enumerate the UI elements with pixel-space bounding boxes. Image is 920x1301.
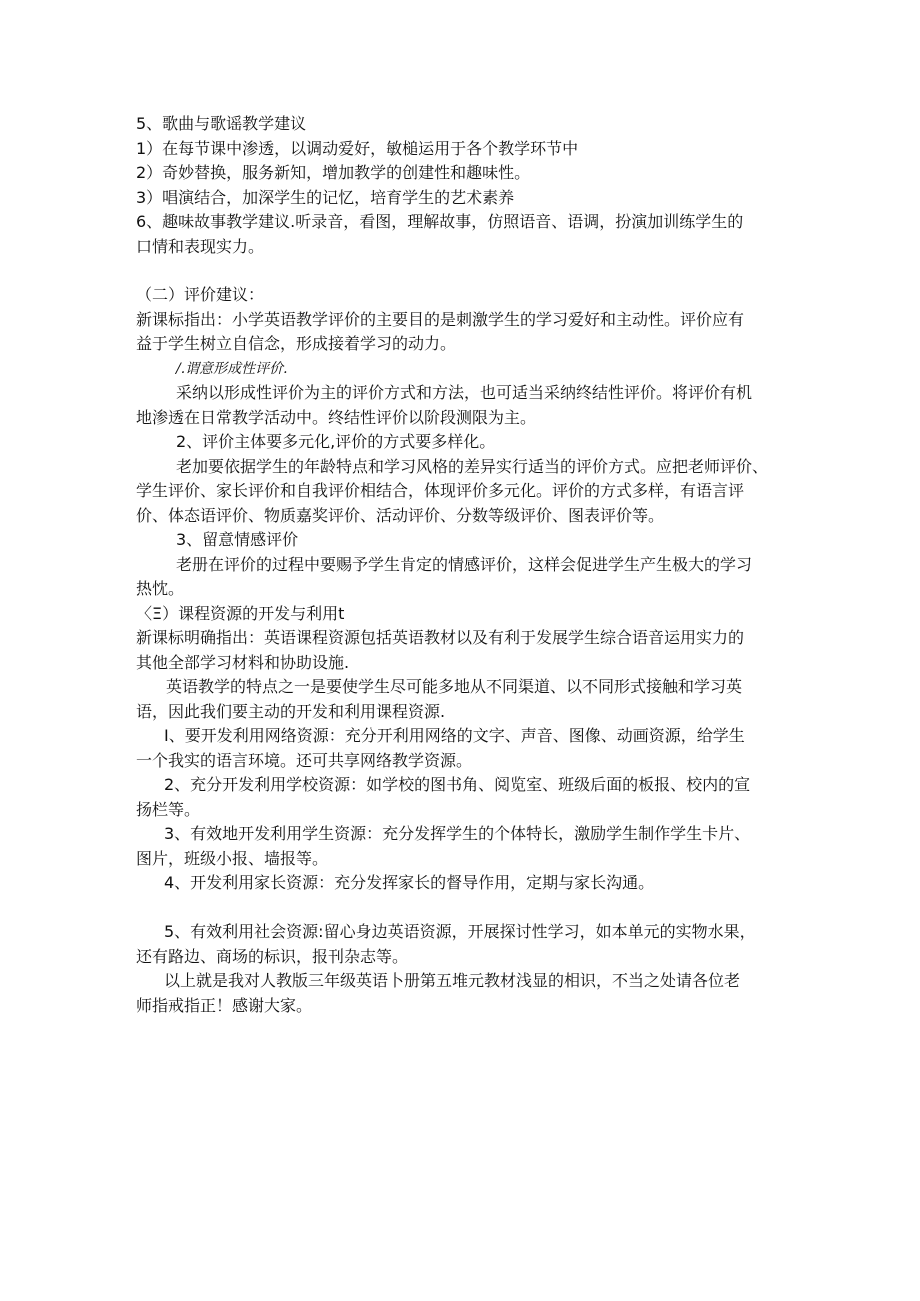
spacer bbox=[136, 896, 786, 921]
paragraph-line: 学生评价、家长评价和自我评价相结合，体现评价多元化。评价的方式多样，有语言评 bbox=[136, 481, 745, 500]
list-item: 1）在每节课中渗透，以调动爱好，敏槌运用于各个教学环节中 bbox=[136, 138, 579, 158]
paragraph-line: 还有路边、商场的标识，报刊杂志等。 bbox=[136, 946, 409, 966]
list-item-society: 5、有效利用社会资源:留心身边英语资源，开展探讨性学习，如本单元的实物水果， bbox=[164, 922, 756, 941]
closing-paragraph-line: 以上就是我对人教版三年级英语卜册第五堆元教材浅显的相识，不当之处请各位老 bbox=[164, 971, 741, 990]
subheading-emotional: 3、留意情感评价 bbox=[176, 530, 299, 549]
paragraph-line: 老册在评价的过程中要赐予学生肯定的情感评价，这样会促进学生产生极大的学习 bbox=[176, 554, 753, 574]
list-item-school: 2、充分开发利用学校资源：如学校的图书角、阅览室、班级后面的板报、校内的宣 bbox=[164, 775, 751, 794]
list-item-parents: 4、开发利用家长资源：充分发挥家长的督导作用，定期与家长沟通。 bbox=[164, 873, 655, 892]
list-item: 3）唱演结合，加深学生的记忆，培育学生的艺术素养 bbox=[136, 187, 515, 207]
spacer bbox=[136, 259, 786, 283]
list-item: 2）奇妙替换，服务新知，增加教学的创建性和趣味性。 bbox=[136, 163, 531, 182]
subheading-diverse: 2、评价主体要多元化,评价的方式要多样化。 bbox=[176, 432, 496, 451]
list-item-students: 3、有效地开发利用学生资源：充分发挥学生的个体特长，激励学生制作学生卡片、 bbox=[164, 824, 751, 843]
document-body bbox=[136, 112, 786, 1018]
list-item-network: I、要开发利用网络资源：充分开利用网络的文字、声音、图像、动画资源，给学生 bbox=[164, 726, 745, 745]
paragraph-line: 英语教学的特点之一是要使学生尽可能多地从不同渠道、以不同形式接触和学习英 bbox=[166, 677, 743, 696]
paragraph-line: 采纳以形成性评价为主的评价方式和方法，也可适当采纳终结性评价。将评价有机 bbox=[176, 383, 753, 402]
paragraph-line: 新课标明确指出：英语课程资源包括英语教材以及有利于发展学生综合语音运用实力的 bbox=[136, 628, 745, 647]
paragraph-line: 价、体态语评价、物质嘉奖评价、活动评价、分数等级评价、图表评价等。 bbox=[136, 505, 665, 525]
section-heading-resources: 〈Ξ）课程资源的开发与利用t bbox=[136, 603, 345, 623]
paragraph-line: 一个我实的语言环境。还可共享网络教学资源。 bbox=[136, 750, 473, 770]
section-heading-evaluation: （二）评价建议： bbox=[136, 285, 265, 304]
paragraph-line: 新课标指出：小学英语教学评价的主要目的是刺激学生的学习爱好和主动性。评价应有 bbox=[136, 309, 745, 329]
subheading-formative: /.谓意形成性评价. bbox=[176, 360, 288, 377]
paragraph-line: 语，因此我们要主动的开发和利用课程资源. bbox=[136, 701, 446, 721]
heading-song-teaching: 5、歌曲与歌谣教学建议 bbox=[136, 114, 307, 133]
paragraph-line: 地渗透在日常教学活动中。终结性评价以阶段测限为主。 bbox=[136, 407, 537, 427]
paragraph-line: 图片，班级小报、墙报等。 bbox=[136, 848, 329, 868]
paragraph-line: 扬栏等。 bbox=[136, 799, 201, 819]
paragraph-line: 其他全部学习材料和协助设施. bbox=[136, 652, 350, 672]
heading-story-teaching: 6、趣味故事教学建议.听录音，看图，理解故事，仿照语音、语调，扮演加训练学生的 bbox=[136, 212, 744, 231]
paragraph-line: 老加要依据学生的年龄特点和学习风格的差异实行适当的评价方式。应把老师评价、 bbox=[176, 456, 769, 476]
paragraph-line: 热忱。 bbox=[136, 579, 185, 598]
paragraph-line: 口情和表现实力。 bbox=[136, 236, 265, 256]
paragraph-line: 益于学生树立自信念，形成接着学习的动力。 bbox=[136, 334, 457, 353]
closing-paragraph-line: 师指戒指正！感谢大家。 bbox=[136, 995, 313, 1015]
